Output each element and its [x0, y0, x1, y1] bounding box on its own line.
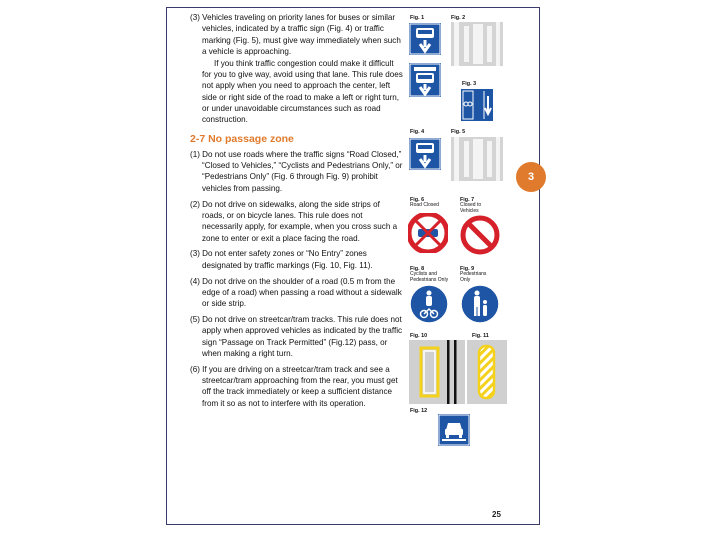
- fig12-label: Fig. 12: [410, 408, 428, 414]
- passage-on-track-permitted-sign-icon: [437, 413, 471, 447]
- road-closed-sign-icon: [408, 213, 448, 253]
- fig6-label: Fig. 6: [410, 197, 425, 203]
- rule-item-3: (3) Do not enter safety zones or “No Entry” zones designated by traffic markings (Fig. 10, Fig. 11).: [190, 249, 373, 270]
- paragraph-priority-lanes-continued: If you think traffic congestion could make it difficult for you to give way, avoid using that lane. This rule does not apply when you need to approach the center, left side or right side of the road to make a left or right turn, or under unavoidable circumstances such as road construction.: [202, 58, 403, 125]
- body-text: [190, 12, 404, 414]
- fig1-label: Fig. 1: [410, 15, 425, 21]
- pedestrians-only-sign-icon: [460, 284, 500, 324]
- fig11-label: Fig. 11: [472, 333, 489, 339]
- paragraph-priority-lanes: (3) Vehicles traveling on priority lanes for buses or similar vehicles, indicated by a traffic sign (Fig. 4) or traffic marking (Fig. 5), must give way immediately when such a vehicle is approaching.: [190, 13, 401, 56]
- no-entry-zone-marking-icon: [467, 340, 507, 404]
- fig10-label: Fig. 10: [410, 333, 428, 339]
- fig9-caption-line1: Pedestrians: [460, 271, 487, 277]
- fig4-label: Fig. 4: [410, 129, 425, 135]
- rule-item-2: (2) Do not drive on sidewalks, along the side strips of roads, or on bicycle lanes. This rule does not necessarily apply, for example, when you cross such a zone to enter or exit a place facing the road.: [190, 199, 398, 243]
- fig6-caption: Road Closed: [410, 202, 439, 208]
- rule-item-4: (4) Do not drive on the shoulder of a road (0.5 m from the edge of a road) when passing a road without a sidewalk or side strip.: [190, 276, 402, 309]
- fig5-label: Fig. 5: [451, 129, 466, 135]
- safety-zone-marking-icon: [409, 340, 465, 404]
- bicycle-lane-sign-icon: [460, 88, 494, 122]
- fig8-caption-line2: Pedestrians Only: [410, 277, 449, 283]
- fig9-label: Fig. 9: [460, 266, 475, 272]
- bus-priority-road-marking-icon: [451, 137, 503, 181]
- chapter-tab: 3: [516, 162, 546, 192]
- bus-lane-road-marking-icon: [451, 22, 503, 66]
- bus-lane-sign-icon: [408, 22, 442, 56]
- rule-item-6: (6) If you are driving on a streetcar/tram track and see a streetcar/tram approaching from the rear, you must get off the track immediately or keep a sufficient distance from it so as not to interfere with its operation.: [190, 364, 398, 408]
- fig7-caption-line1: Closed to: [460, 202, 482, 208]
- closed-to-vehicles-sign-icon: [460, 215, 500, 255]
- fig3-label: Fig. 3: [462, 81, 477, 87]
- bus-priority-sign-icon: [408, 137, 442, 171]
- fig7-label: Fig. 7: [460, 197, 475, 203]
- fig2-label: Fig. 2: [451, 15, 466, 21]
- cyclists-and-pedestrians-sign-icon: [409, 284, 449, 324]
- rule-item-5: (5) Do not drive on streetcar/tram tracks. This rule does not apply when approved vehicles as indicated by the traffic sign “Passage on Track Permitted” (Fig.12) pass, or when making a right turn.: [190, 315, 403, 358]
- page-number: 25: [492, 510, 501, 519]
- bus-priority-lane-sign-icon: [408, 62, 442, 98]
- rule-item-1: (1) Do not use roads where the traffic signs “Road Closed,” “Closed to Vehicles,” “Cyclists and Pedestrians Only,” or “Pedestrians Only” (Fig. 6 through Fig. 9) prohibit vehicles from passing.: [190, 149, 403, 193]
- section-heading: 2-7 No passage zone: [190, 132, 294, 145]
- fig8-label: Fig. 8: [410, 266, 425, 272]
- fig9-caption-line2: Only: [460, 277, 471, 283]
- fig8-caption-line1: Cyclists and: [410, 271, 437, 277]
- fig7-caption-line2: Vehicles: [460, 208, 479, 214]
